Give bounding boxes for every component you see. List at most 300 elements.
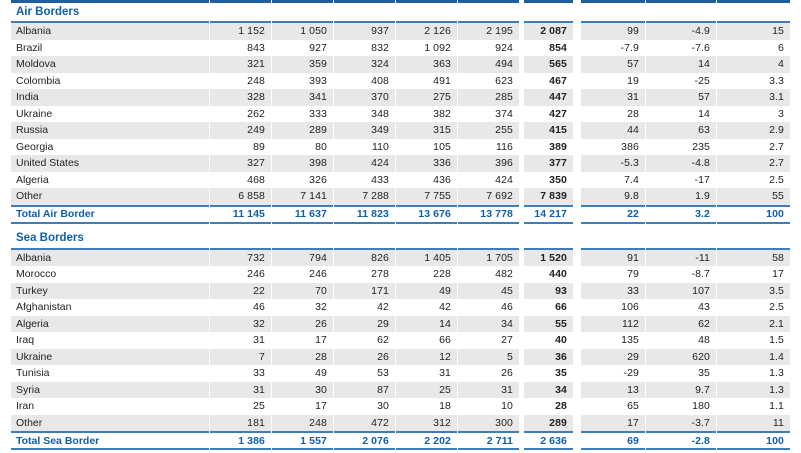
value-cell — [396, 224, 457, 250]
value-cell: 2 087 — [524, 23, 573, 40]
value-cell: 112 — [581, 316, 645, 333]
value-cell: 350 — [549, 173, 567, 186]
value-cell: 63 — [646, 122, 716, 139]
value-cell: 181 — [210, 415, 271, 432]
column-group-gap — [520, 224, 523, 250]
value-cell: 491 — [433, 74, 451, 87]
value-cell: 408 — [371, 74, 389, 87]
value-cell: 40 — [555, 334, 567, 347]
value-cell: 100 — [717, 431, 790, 450]
value-cell: 620 — [646, 349, 716, 366]
value-cell: 1.3 — [769, 367, 784, 380]
section-title: Air Borders — [11, 0, 209, 23]
value-cell: 2 636 — [524, 431, 573, 450]
country-cell: Albania — [11, 250, 209, 267]
column-group-gap — [520, 266, 523, 283]
total-label: Total Air Border — [11, 205, 209, 224]
value-cell: 30 — [272, 382, 333, 399]
value-cell: 35 — [698, 367, 710, 380]
value-cell: 29 — [581, 349, 645, 366]
value-cell: 374 — [495, 107, 513, 120]
value-cell: 57 — [581, 56, 645, 73]
value-cell: 927 — [309, 41, 327, 54]
country-cell: Turkey — [11, 283, 209, 300]
value-cell: 246 — [309, 268, 327, 281]
column-group-gap — [574, 205, 580, 224]
column-group-gap — [574, 398, 580, 415]
column-group-gap — [574, 316, 580, 333]
value-cell: 255 — [458, 122, 519, 139]
value-cell: 249 — [210, 122, 271, 139]
value-cell: 6 — [778, 41, 784, 54]
value-cell: 472 — [334, 415, 395, 432]
value-cell: 467 — [549, 74, 567, 87]
column-group-gap — [574, 266, 580, 283]
value-cell: 3.3 — [769, 74, 784, 87]
column-group-gap — [520, 250, 523, 267]
column-group-gap — [520, 349, 523, 366]
total-row — [11, 431, 790, 450]
country-cell: Afghanistan — [16, 301, 72, 314]
section-header-row — [11, 224, 790, 250]
country-cell: Algeria — [11, 316, 209, 333]
value-cell: 34 — [524, 382, 573, 399]
table-row — [11, 23, 790, 40]
value-cell: 42 — [439, 301, 451, 314]
value-cell: 87 — [334, 382, 395, 399]
country-cell: Brazil — [16, 41, 43, 54]
value-cell: -4.9 — [646, 23, 716, 40]
value-cell: 4 — [717, 56, 790, 73]
value-cell: 14 — [646, 56, 716, 73]
value-cell: 370 — [334, 89, 395, 106]
value-cell: 341 — [272, 89, 333, 106]
value-cell: -17 — [694, 173, 710, 186]
value-cell: 440 — [549, 268, 567, 281]
country-cell: Colombia — [16, 74, 61, 87]
value-cell: 377 — [524, 155, 573, 172]
value-cell: 30 — [377, 400, 389, 413]
value-cell: 285 — [458, 89, 519, 106]
value-cell: 289 — [524, 415, 573, 432]
value-cell: -11 — [646, 250, 716, 267]
value-cell: 3.5 — [717, 283, 790, 300]
column-group-gap — [574, 73, 580, 90]
value-cell — [717, 0, 790, 23]
column-group-gap — [574, 250, 580, 267]
table-row — [11, 172, 790, 189]
value-cell: 7.4 — [624, 173, 639, 186]
value-cell: 2 202 — [396, 431, 457, 450]
value-cell: 171 — [334, 283, 395, 300]
value-cell: 69 — [581, 431, 645, 450]
value-cell: 49 — [315, 367, 327, 380]
column-group-gap — [574, 299, 580, 316]
value-cell: 436 — [433, 173, 451, 186]
table-row — [11, 89, 790, 106]
column-group-gap — [520, 172, 523, 189]
column-group-gap — [574, 40, 580, 57]
table-row — [11, 365, 790, 382]
value-cell — [717, 224, 790, 250]
value-cell: 11 823 — [334, 205, 395, 224]
column-group-gap — [520, 23, 523, 40]
column-group-gap — [520, 415, 523, 432]
value-cell: 262 — [247, 107, 265, 120]
table-row — [11, 139, 790, 156]
value-cell: -5.3 — [581, 155, 645, 172]
value-cell: 1 092 — [424, 41, 451, 54]
value-cell: 28 — [555, 400, 567, 413]
value-cell: 14 — [396, 316, 457, 333]
value-cell: 1.9 — [646, 188, 716, 205]
value-cell: 1.1 — [769, 400, 784, 413]
value-cell: 924 — [495, 41, 513, 54]
value-cell — [272, 0, 333, 23]
column-group-gap — [574, 224, 580, 250]
column-group-gap — [574, 332, 580, 349]
value-cell: 1 557 — [272, 431, 333, 450]
column-group-gap — [520, 283, 523, 300]
value-cell: 62 — [377, 334, 389, 347]
value-cell: 326 — [309, 173, 327, 186]
value-cell: 91 — [581, 250, 645, 267]
column-group-gap — [520, 188, 523, 205]
table-row — [11, 266, 790, 283]
value-cell: 3.1 — [717, 89, 790, 106]
value-cell: 26 — [272, 316, 333, 333]
value-cell — [396, 0, 457, 23]
value-cell: 43 — [698, 301, 710, 314]
value-cell: 359 — [272, 56, 333, 73]
value-cell: 31 — [439, 367, 451, 380]
value-cell — [458, 224, 519, 250]
value-cell: 363 — [396, 56, 457, 73]
value-cell: 105 — [433, 140, 451, 153]
country-cell: Georgia — [16, 140, 54, 153]
value-cell: 32 — [210, 316, 271, 333]
value-cell: 58 — [717, 250, 790, 267]
value-cell: 2.5 — [769, 301, 784, 314]
value-cell: 12 — [396, 349, 457, 366]
value-cell: 1.3 — [717, 382, 790, 399]
column-group-gap — [520, 365, 523, 382]
value-cell: 427 — [549, 107, 567, 120]
value-cell: 44 — [581, 122, 645, 139]
value-cell: 235 — [692, 140, 710, 153]
value-cell — [458, 0, 519, 23]
value-cell: 248 — [247, 74, 265, 87]
value-cell: 46 — [501, 301, 513, 314]
value-cell: 623 — [495, 74, 513, 87]
value-cell: 14 217 — [524, 205, 573, 224]
value-cell: 9.7 — [646, 382, 716, 399]
value-cell: -7.9 — [620, 41, 639, 54]
value-cell: 348 — [371, 107, 389, 120]
country-cell: Tunisia — [16, 367, 50, 380]
value-cell: 18 — [439, 400, 451, 413]
table-row — [11, 283, 790, 300]
value-cell: 7 288 — [334, 188, 395, 205]
value-cell: 289 — [272, 122, 333, 139]
value-cell: 107 — [646, 283, 716, 300]
value-cell: 180 — [692, 400, 710, 413]
value-cell: 13 676 — [396, 205, 457, 224]
value-cell: 48 — [698, 334, 710, 347]
column-group-gap — [520, 56, 523, 73]
value-cell: 826 — [334, 250, 395, 267]
column-group-gap — [574, 283, 580, 300]
value-cell — [524, 224, 573, 250]
value-cell: 29 — [334, 316, 395, 333]
value-cell: 17 — [315, 334, 327, 347]
value-cell: 300 — [458, 415, 519, 432]
value-cell: 794 — [272, 250, 333, 267]
value-cell: 2.5 — [769, 173, 784, 186]
value-cell: 17 — [772, 268, 784, 281]
value-cell: 66 — [555, 301, 567, 314]
table-row — [11, 332, 790, 349]
value-cell: 33 — [253, 367, 265, 380]
country-cell: Ukraine — [11, 349, 209, 366]
value-cell: 937 — [334, 23, 395, 40]
value-cell: 106 — [621, 301, 639, 314]
value-cell: 100 — [717, 205, 790, 224]
country-cell: Russia — [11, 122, 209, 139]
value-cell: 246 — [247, 268, 265, 281]
value-cell: 34 — [458, 316, 519, 333]
column-group-gap — [520, 382, 523, 399]
country-cell: Syria — [11, 382, 209, 399]
column-group-gap — [520, 316, 523, 333]
country-cell: Other — [11, 415, 209, 432]
value-cell: 57 — [646, 89, 716, 106]
column-group-gap — [574, 139, 580, 156]
value-cell: 565 — [524, 56, 573, 73]
value-cell: 10 — [501, 400, 513, 413]
value-cell: 66 — [439, 334, 451, 347]
value-cell: 7 692 — [458, 188, 519, 205]
value-cell: 415 — [524, 122, 573, 139]
value-cell: 333 — [309, 107, 327, 120]
value-cell: 55 — [717, 188, 790, 205]
country-cell: Morocco — [16, 268, 57, 281]
value-cell: 389 — [549, 140, 567, 153]
value-cell: 35 — [555, 367, 567, 380]
value-cell: 1 520 — [524, 250, 573, 267]
value-cell: 19 — [627, 74, 639, 87]
value-cell: 3 — [778, 107, 784, 120]
value-cell: 1.4 — [717, 349, 790, 366]
value-cell: 386 — [621, 140, 639, 153]
value-cell: 25 — [396, 382, 457, 399]
value-cell — [646, 224, 716, 250]
value-cell: 2 076 — [334, 431, 395, 450]
value-cell: 1 152 — [210, 23, 271, 40]
value-cell: 45 — [458, 283, 519, 300]
value-cell: 3.2 — [646, 205, 716, 224]
value-cell — [646, 0, 716, 23]
value-cell: 1 405 — [396, 250, 457, 267]
value-cell: 2.1 — [717, 316, 790, 333]
value-cell: 832 — [371, 41, 389, 54]
column-group-gap — [574, 349, 580, 366]
value-cell: 9.8 — [581, 188, 645, 205]
column-group-gap — [574, 431, 580, 450]
value-cell: 65 — [627, 400, 639, 413]
value-cell: 1 705 — [458, 250, 519, 267]
value-cell: 854 — [549, 41, 567, 54]
table-row — [11, 122, 790, 139]
table-row — [11, 250, 790, 267]
value-cell: 36 — [524, 349, 573, 366]
value-cell: 278 — [371, 268, 389, 281]
value-cell: 2 126 — [396, 23, 457, 40]
value-cell: 732 — [210, 250, 271, 267]
value-cell: 11 145 — [210, 205, 271, 224]
value-cell: 248 — [272, 415, 333, 432]
column-group-gap — [574, 382, 580, 399]
section-title: Sea Borders — [11, 224, 209, 250]
column-group-gap — [574, 122, 580, 139]
value-cell: 53 — [377, 367, 389, 380]
value-cell: -7.6 — [691, 41, 710, 54]
value-cell: 26 — [334, 349, 395, 366]
value-cell: 62 — [646, 316, 716, 333]
column-group-gap — [520, 89, 523, 106]
country-cell: Algeria — [16, 173, 49, 186]
value-cell: 22 — [581, 205, 645, 224]
value-cell: 433 — [371, 173, 389, 186]
value-cell: 5 — [458, 349, 519, 366]
value-cell: 321 — [210, 56, 271, 73]
value-cell: 17 — [315, 400, 327, 413]
column-group-gap — [574, 155, 580, 172]
value-cell: 312 — [396, 415, 457, 432]
table-row — [11, 415, 790, 432]
value-cell: -3.7 — [646, 415, 716, 432]
value-cell: 110 — [371, 140, 389, 153]
value-cell: 393 — [309, 74, 327, 87]
value-cell: 22 — [210, 283, 271, 300]
column-group-gap — [574, 172, 580, 189]
value-cell: 49 — [396, 283, 457, 300]
value-cell — [581, 0, 645, 23]
column-group-gap — [520, 40, 523, 57]
country-cell: Albania — [11, 23, 209, 40]
value-cell: -29 — [623, 367, 639, 380]
table-row — [11, 349, 790, 366]
value-cell: 382 — [433, 107, 451, 120]
column-group-gap — [574, 0, 580, 23]
value-cell: 70 — [272, 283, 333, 300]
column-group-gap — [574, 56, 580, 73]
table-row — [11, 106, 790, 123]
column-group-gap — [520, 106, 523, 123]
column-group-gap — [574, 23, 580, 40]
value-cell: 398 — [272, 155, 333, 172]
value-cell: 1 050 — [272, 23, 333, 40]
country-cell: Iran — [16, 400, 35, 413]
value-cell: 27 — [501, 334, 513, 347]
table-row — [11, 56, 790, 73]
value-cell: 116 — [495, 140, 513, 153]
value-cell: 228 — [433, 268, 451, 281]
column-group-gap — [574, 106, 580, 123]
value-cell — [524, 0, 573, 23]
value-cell: 396 — [458, 155, 519, 172]
table-row — [11, 398, 790, 415]
column-group-gap — [520, 332, 523, 349]
table-row — [11, 188, 790, 205]
value-cell: 28 — [272, 349, 333, 366]
value-cell: 42 — [377, 301, 389, 314]
column-group-gap — [574, 415, 580, 432]
value-cell: 46 — [253, 301, 265, 314]
value-cell: 26 — [501, 367, 513, 380]
value-cell — [334, 0, 395, 23]
value-cell: 11 — [717, 415, 790, 432]
value-cell: 31 — [581, 89, 645, 106]
value-cell: 482 — [495, 268, 513, 281]
table-row — [11, 299, 790, 316]
value-cell: 315 — [396, 122, 457, 139]
column-group-gap — [520, 299, 523, 316]
value-cell: 2.7 — [769, 140, 784, 153]
value-cell: 33 — [581, 283, 645, 300]
value-cell: 1 386 — [210, 431, 271, 450]
value-cell: 6 858 — [210, 188, 271, 205]
table-row — [11, 40, 790, 57]
value-cell: 79 — [627, 268, 639, 281]
value-cell: -4.8 — [646, 155, 716, 172]
table-row — [11, 73, 790, 90]
value-cell: 55 — [524, 316, 573, 333]
column-group-gap — [520, 155, 523, 172]
country-cell: Ukraine — [16, 107, 53, 120]
value-cell: 1.5 — [769, 334, 784, 347]
value-cell — [581, 224, 645, 250]
section-header-row — [11, 0, 790, 23]
value-cell: 31 — [210, 382, 271, 399]
value-cell: -2.8 — [646, 431, 716, 450]
value-cell: 327 — [210, 155, 271, 172]
value-cell: 13 — [581, 382, 645, 399]
value-cell — [334, 224, 395, 250]
value-cell: 447 — [524, 89, 573, 106]
value-cell — [272, 224, 333, 250]
value-cell: 349 — [334, 122, 395, 139]
column-group-gap — [520, 205, 523, 224]
value-cell: 7 141 — [272, 188, 333, 205]
value-cell: 2.7 — [717, 155, 790, 172]
country-cell: Iraq — [16, 334, 35, 347]
value-cell: 2.9 — [717, 122, 790, 139]
value-cell: 99 — [581, 23, 645, 40]
value-cell: 89 — [253, 140, 265, 153]
total-row — [11, 205, 790, 224]
value-cell: 15 — [717, 23, 790, 40]
column-group-gap — [574, 365, 580, 382]
value-cell: 7 755 — [396, 188, 457, 205]
table-row — [11, 316, 790, 333]
value-cell: 843 — [247, 41, 265, 54]
value-cell — [210, 0, 271, 23]
country-cell: India — [11, 89, 209, 106]
column-group-gap — [520, 398, 523, 415]
value-cell: 2 711 — [458, 431, 519, 450]
value-cell: -8.7 — [691, 268, 710, 281]
